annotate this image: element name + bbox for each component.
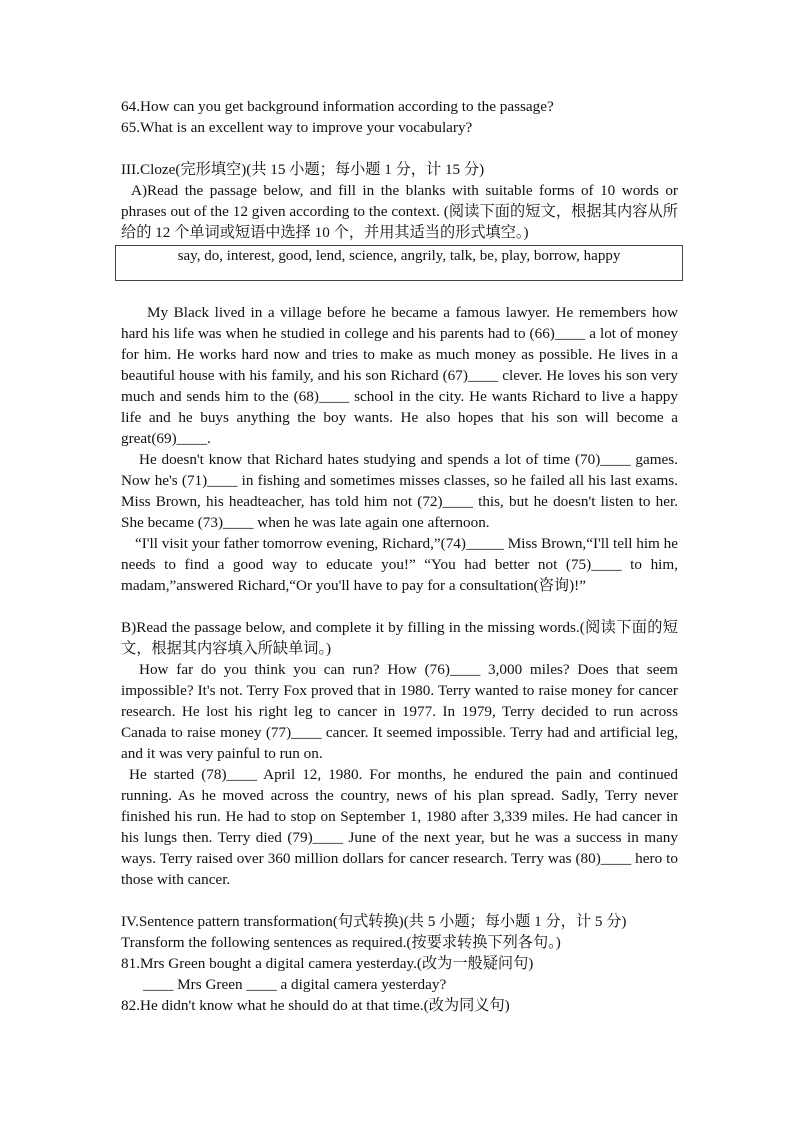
question-64: 64.How can you get background information according to the passage?	[121, 98, 554, 115]
exam-page	[121, 96, 678, 1016]
question-65: 65.What is an excellent way to improve your vocabulary?	[121, 119, 473, 136]
question-81: 81.Mrs Green bought a digital camera yesterday.(改为一般疑问句)	[121, 955, 534, 972]
section-4-instruction: Transform the following sentences as required.(按要求转换下列各句。)	[121, 934, 561, 951]
passage-b-paragraph-2: He started (78)____ April 12, 1980. For months, he endured the pain and continued running. As he moved across the country, news of his plan spread. Sadly, Terry never finished his run. He had to stop on September 1, 1980 after 3,339 miles. He had cancer in his lungs then. Terry died (79)____ June of the next year, but he was a success in many ways. Terry raised over 360 million dollars for cancer research. Terry was (80)____ hero to those with cancer.	[121, 766, 678, 888]
section-4-heading: IV.Sentence pattern transformation(句式转换)(共 5 小题；每小题 1 分，计 5 分)	[121, 913, 627, 930]
passage-a-paragraph-2: He doesn't know that Richard hates studying and spends a lot of time (70)____ games. Now he's (71)____ in fishing and sometimes misses classes, so he failed all his last exams. Miss Brown, his headteacher, has told him not (72)____ this, but he doesn't listen to her. She became (73)____ when he was late again one afternoon.	[121, 451, 678, 531]
part-b-instruction: B)Read the passage below, and complete it by filling in the missing words.(阅读下面的短文，根据其内容填入所缺单词。)	[121, 619, 678, 657]
part-a-instruction: A)Read the passage below, and fill in the blanks with suitable forms of 10 words or phrases out of the 12 given according to the context. (阅读下面的短文，根据其内容从所给的 12 个单词或短语中选择 10 个，并用其适当的形式填空。)	[121, 182, 678, 241]
question-81-answer-line: ____ Mrs Green ____ a digital camera yesterday?	[143, 976, 447, 993]
passage-a-paragraph-1: My Black lived in a village before he became a famous lawyer. He remembers how hard his life was when he studied in college and his parents had to (66)____ a lot of money for him. He works hard now and tries to make as much money as possible. He lives in a beautiful house with his family, and his son Richard (67)____ clever. He loves his son very much and sends him to the (68)____ school in the city. He wants Richard to live a happy life and he buys anything the boy wants. He also hopes that his son will become a great(69)____.	[121, 304, 678, 447]
word-bank-box	[115, 245, 683, 281]
question-82: 82.He didn't know what he should do at that time.(改为同义句)	[121, 997, 510, 1014]
section-3-heading: III.Cloze(完形填空)(共 15 小题；每小题 1 分，计 15 分)	[121, 161, 485, 178]
passage-b-paragraph-1: How far do you think you can run? How (76)____ 3,000 miles? Does that seem impossible? It's not. Terry Fox proved that in 1980. Terry wanted to raise money for cancer research. He lost his right leg to cancer in 1977. In 1979, Terry decided to run across Canada to raise money (77)____ cancer. It seemed impossible. Terry had and artificial leg, and it was very painful to run on.	[121, 661, 678, 762]
word-bank: say, do, interest, good, lend, science, angrily, talk, be, play, borrow, happy	[177, 248, 621, 264]
passage-a-paragraph-3: “I'll visit your father tomorrow evening, Richard,”(74)_____ Miss Brown,“I'll tell him he needs to find a good way to educate you!” “You had better not (75)____ to him, madam,”answered Richard,“Or you'll have to pay for a consultation(咨询)!”	[121, 535, 678, 594]
